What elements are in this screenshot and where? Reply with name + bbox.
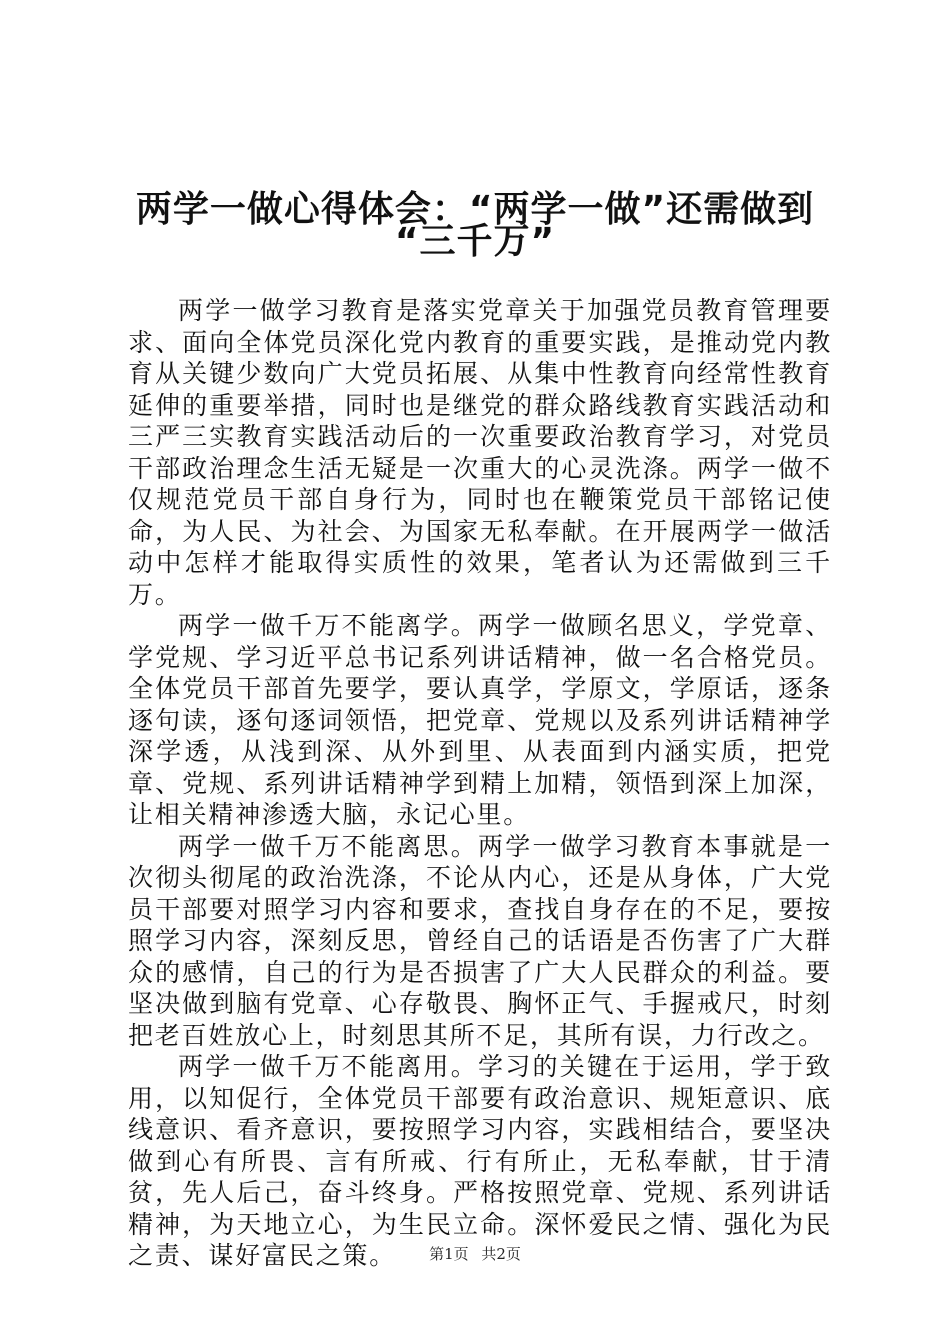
paragraph-intro: 两学一做学习教育是落实党章关于加强党员教育管理要求、面向全体党员深化党内教育的重要实践，是推动党内教育从关键少数向广大党员拓展、从集中性教育向经常性教育延伸的重要举措，同时也是继党的群众路线教育实践活动和三严三实教育实践活动后的一次重要政治教育学习，对党员干部政治理念生活无疑是一次重大的心灵洗涤。两学一做不仅规范党员干部自身行为，同时也在鞭策党员干部铭记使命，为人民、为社会、为国家无私奉献。在开展两学一做活动中怎样才能取得实质性的效果，笔者认为还需做到三千万。 [128,296,832,609]
paragraph-study: 两学一做千万不能离学。两学一做顾名思义，学党章、学党规、学习近平总书记系列讲话精神，做一名合格党员。全体党员干部首先要学，要认真学，学原文，学原话，逐条逐句读，逐句逐词领悟，把党章、党规以及系列讲话精神学深学透，从浅到深、从外到里、从表面到内涵实质，把党章、党规、系列讲话精神学到精上加精，领悟到深上加深，让相关精神渗透大脑，永记心里。 [128,611,832,829]
document-title-line-1: 两学一做心得体会：“两学一做”还需做到 [135,189,815,230]
document-title-line-2: “三千万” [394,221,556,262]
page-number: 第1页 [429,1245,469,1263]
paragraph-reflect: 两学一做千万不能离思。两学一做学习教育本事就是一次彻头彻尾的政治洗涤，不论从内心，还是从身体，广大党员干部要对照学习内容和要求，查找自身存在的不足，要按照学习内容，深刻反思，曾经自己的话语是否伤害了广大群众的感情，自己的行为是否损害了广大人民群众的利益。要坚决做到脑有党章、心存敬畏、胸怀正气、手握戒尺，时刻把老百姓放心上，时刻思其所不足，其所有误，力行改之。 [128,831,832,1050]
page-footer [0,1244,950,1264]
document-body [128,295,832,1272]
page-total: 共2页 [481,1245,521,1263]
paragraph-apply: 两学一做千万不能离用。学习的关键在于运用，学于致用，以知促行，全体党员干部要有政治意识、规矩意识、底线意识、看齐意识，要按照学习内容，实践相结合，要坚决做到心有所畏、言有所戒、行有所止，无私奉献，甘于清贫，先人后己，奋斗终身。严格按照党章、党规、系列讲话精神，为天地立心，为生民立命。深怀爱民之情、强化为民之责、谋好富民之策。 [128,1052,832,1270]
